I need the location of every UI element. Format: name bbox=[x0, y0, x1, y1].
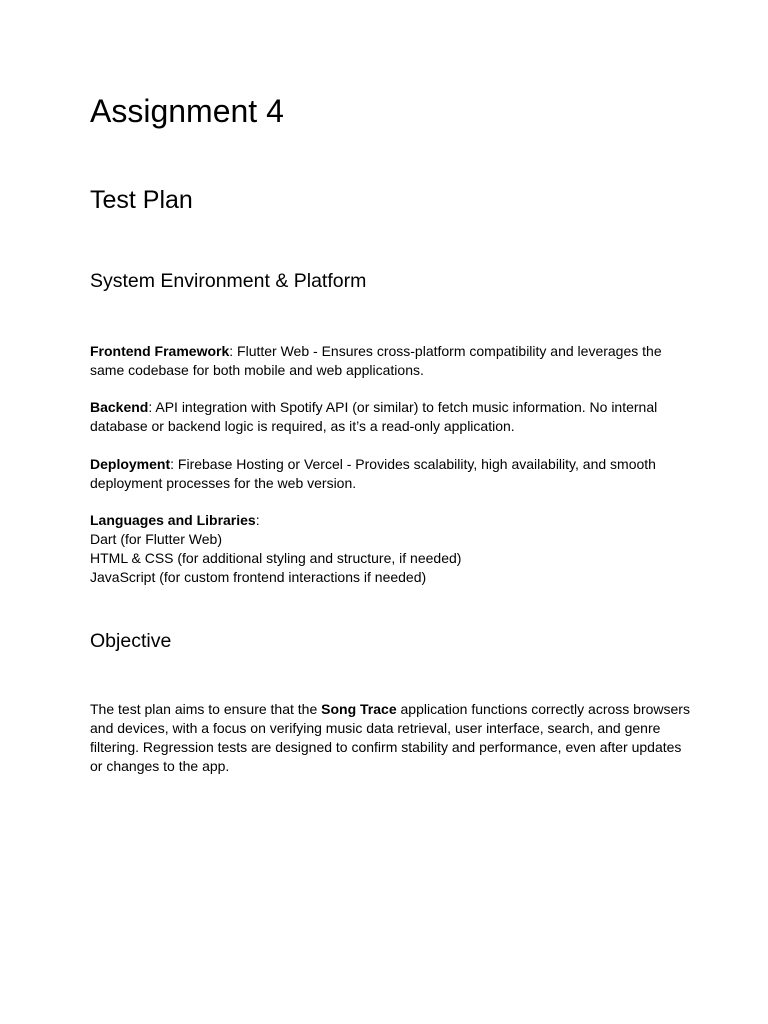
list-item: JavaScript (for custom frontend interactions if needed) bbox=[90, 569, 427, 585]
label-languages-and-libraries: Languages and Libraries bbox=[90, 512, 256, 528]
objective-text-before: The test plan aims to ensure that the bbox=[90, 701, 322, 717]
paragraph-deployment bbox=[90, 455, 690, 493]
list-item: HTML & CSS (for additional styling and structure, if needed) bbox=[90, 550, 462, 566]
text-deployment: : Firebase Hosting or Vercel - Provides scalability, high availability, and smooth deployment processes for the web version. bbox=[90, 456, 656, 491]
label-deployment: Deployment bbox=[90, 456, 171, 472]
list-item: Dart (for Flutter Web) bbox=[90, 531, 222, 547]
label-backend: Backend bbox=[90, 399, 149, 415]
text-frontend-framework: : Flutter Web - Ensures cross-platform compatibility and leverages the same codebase for both mobile and web applications. bbox=[90, 343, 662, 378]
objective-text-after: application functions correctly across browsers and devices, with a focus on verifying music data retrieval, user interface, search, and genre filtering. Regression tests are designed to confirm stability and performance, even after updates or changes to the app. bbox=[90, 701, 690, 774]
document-title: Assignment 4 bbox=[90, 93, 284, 129]
text-backend: : API integration with Spotify API (or similar) to fetch music information. No internal database or backend logic is required, as it’s a read-only application. bbox=[90, 399, 658, 434]
paragraph-languages-and-libraries bbox=[90, 511, 690, 587]
paragraph-frontend-framework bbox=[90, 342, 690, 380]
label-languages-suffix: : bbox=[255, 512, 260, 528]
subheading-system-environment: System Environment & Platform bbox=[90, 270, 367, 292]
label-frontend-framework: Frontend Framework bbox=[90, 343, 230, 359]
languages-heading-line bbox=[90, 511, 690, 530]
section-heading-test-plan: Test Plan bbox=[90, 186, 193, 214]
objective-app-name: Song Trace bbox=[321, 701, 397, 717]
paragraph-backend bbox=[90, 398, 690, 436]
subheading-objective: Objective bbox=[90, 630, 172, 652]
paragraph-objective bbox=[90, 700, 690, 776]
